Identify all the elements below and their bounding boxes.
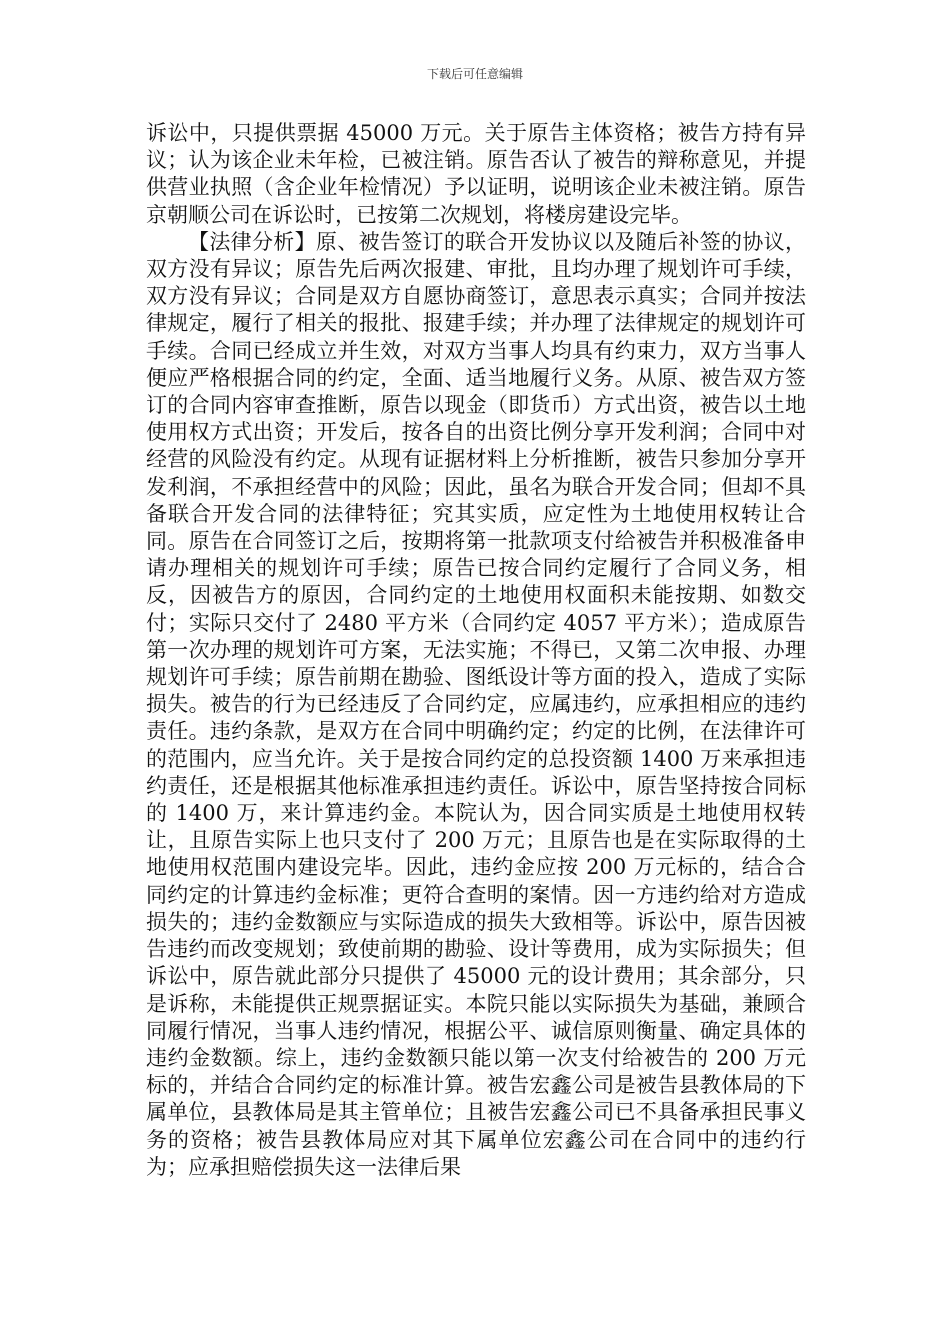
document-body — [146, 120, 806, 1181]
page-header: 下载后可任意编辑 — [426, 67, 523, 81]
paragraph-continuation: 诉讼中，只提供票据 45000 万元。关于原告主体资格；被告方持有异议；认为该企业未年检，已被注销。原告否认了被告的辩称意见，并提供营业执照（含企业年检情况）予以证明，说明该企业未被注销。原告京朝顺公司在诉讼时，已按第二次规划，将楼房建设完毕。 — [146, 121, 806, 227]
paragraph-legal-analysis: 【法律分析】原、被告签订的联合开发协议以及随后补签的协议，双方没有异议；原告先后两次报建、审批，且均办理了规划许可手续，双方没有异议；合同是双方自愿协商签订，意思表示真实；合同并按法律规定，履行了相关的报批、报建手续；并办理了法律规定的规划许可手续。合同已经成立并生效，对双方当事人均具有约束力，双方当事人便应严格根据合同的约定，全面、适当地履行义务。从原、被告双方签订的合同内容审查推断，原告以现金（即货币）方式出资，被告以土地使用权方式出资；开发后，按各自的出资比例分享开发利润；合同中对经营的风险没有约定。从现有证据材料上分析推断，被告只参加分享开发利润，不承担经营中的风险；因此，虽名为联合开发合同；但却不具备联合开发合同的法律特征；究其实质，应定性为土地使用权转让合同。原告在合同签订之后，按期将第一批款项支付给被告并积极准备申请办理相关的规划许可手续；原告已按合同约定履行了合同义务，相反，因被告方的原因，合同约定的土地使用权面积未能按期、如数交付；实际只交付了 2480 平方米（合同约定 4057 平方米）；造成原告第一次办理的规划许可方案，无法实施；不得已，又第二次申报、办理规划许可手续；原告前期在勘验、图纸设计等方面的投入，造成了实际损失。被告的行为已经违反了合同约定，应属违约，应承担相应的违约责任。违约条款，是双方在合同中明确约定；约定的比例，在法律许可的范围内，应当允许。关于是按合同约定的总投资额 1400 万来承担违约责任，还是根据其他标准承担违约责任。诉讼中，原告坚持按合同标的 1400 万，来计算违约金。本院认为，因合同实质是土地使用权转让，且原告实际上也只支付了 200 万元；且原告也是在实际取得的土地使用权范围内建设完毕。因此，违约金应按 200 万元标的，结合合同约定的计算违约金标准；更符合查明的案情。因一方违约给对方造成损失的；违约金数额应与实际造成的损失大致相等。诉讼中，原告因被告违约而改变规划；致使前期的勘验、设计等费用，成为实际损失；但诉讼中，原告就此部分只提供了 45000 元的设计费用；其余部分，只是诉称，未能提供正规票据证实。本院只能以实际损失为基础，兼顾合同履行情况，当事人违约情况，根据公平、诚信原则衡量、确定具体的违约金数额。综上，违约金数额只能以第一次支付给被告的 200 万元标的，并结合合同约定的标准计算。被告宏鑫公司是被告县教体局的下属单位，县教体局是其主管单位；且被告宏鑫公司已不具备承担民事义务的资格；被告县教体局应对其下属单位宏鑫公司在合同中的违约行为；应承担赔偿损失这一法律后果 — [146, 229, 806, 1179]
